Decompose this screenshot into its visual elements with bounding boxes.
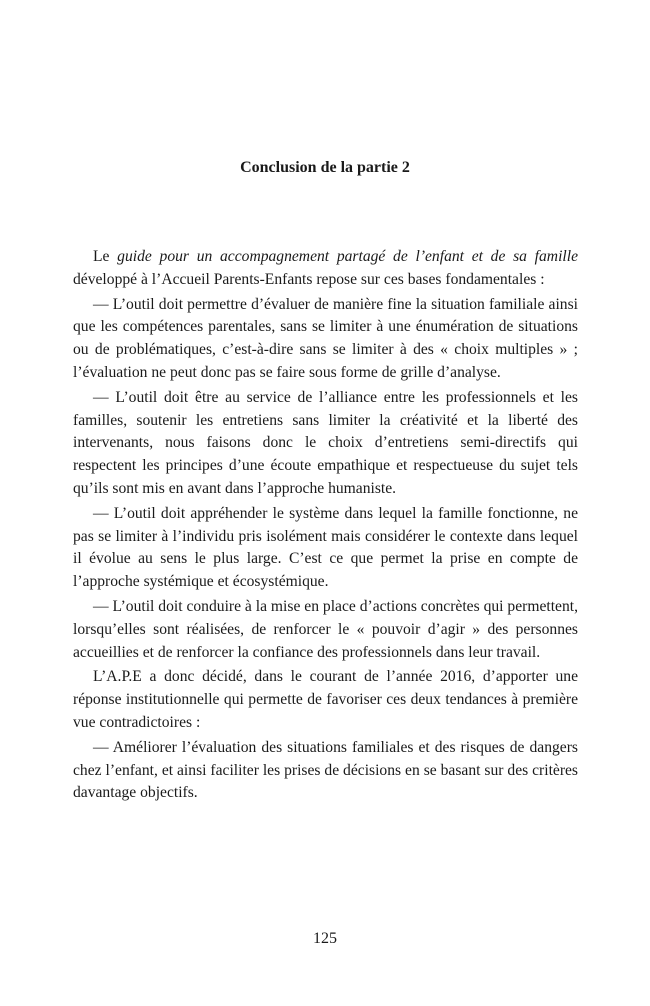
paragraph-ape-decision: L’A.P.E a donc décidé, dans le courant de l’année 2016, d’apporter une réponse institutionnelle qui permette de favoriser ces deux tendances à première vue contradictoires : <box>73 668 578 731</box>
paragraph-intro-after: développé à l’Accueil Parents-Enfants repose sur ces bases fondamentales : <box>73 270 545 288</box>
paragraph-intro-before: Le <box>93 248 118 265</box>
paragraph-evaluation-tool: — L’outil doit permettre d’évaluer de manière fine la situation familiale ainsi que les compétences parentales, sans se limiter à une énumération de situations ou de problématiques, c’est-à-dire sans se limiter à des « choix multiples » ; l’évaluation ne peut donc pas se faire sous forme de grille d’analyse. <box>73 295 578 381</box>
paragraph-system-tool: — L’outil doit appréhender le système dans lequel la famille fonctionne, ne pas se limiter à l’individu pris isolément mais considérer le contexte dans lequel il évolue au sens le plus large. C’est ce que permet la prise en compte de l’approche systémique et écosystémique. <box>73 504 578 591</box>
paragraph-improve-evaluation: — Améliorer l’évaluation des situations familiales et des risques de dangers chez l’enfant, et ainsi faciliter les prises de décisions en se basant sur des critères davantage objectifs. <box>73 738 578 802</box>
paragraph-alliance-tool: — L’outil doit être au service de l’alliance entre les professionnels et les familles, soutenir les entretiens sans limiter la créativité et la liberté des intervenants, nous faisons donc le choix d’entretiens semi-directifs qui respectent les principes d’une écoute empathique et respectueuse du sujet tels qu’ils sont mis en avant dans l’approche humaniste. <box>73 388 578 497</box>
body-text <box>73 246 578 807</box>
paragraph-intro <box>73 246 578 292</box>
guide-title-italic: guide pour un accompagnement partagé de l’enfant et de sa famille <box>117 248 578 265</box>
page-number: 125 <box>313 930 337 947</box>
paragraph-actions-tool: — L’outil doit conduire à la mise en place d’actions concrètes qui permettent, lorsqu’elles sont réalisées, de renforcer le « pouvoir d’agir » des personnes accueillies et de renforcer la confiance des professionnels dans leur travail. <box>73 597 578 661</box>
chapter-title: Conclusion de la partie 2 <box>240 159 410 176</box>
